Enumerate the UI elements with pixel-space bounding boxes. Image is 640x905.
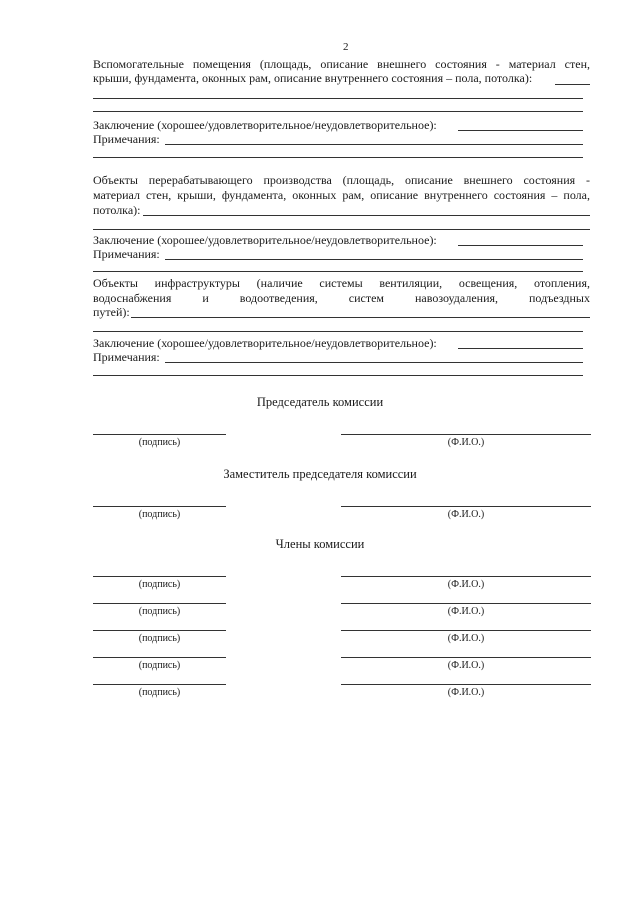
member-name-label: (Ф.И.О.) bbox=[447, 660, 485, 671]
processing-notes-field[interactable] bbox=[165, 259, 583, 260]
processing-description-line1: Объекты перерабатывающего производства (площадь, описание внешнего состояния - bbox=[93, 173, 590, 187]
infrastructure-description-line3: путей): bbox=[93, 305, 130, 319]
member-name-label: (Ф.И.О.) bbox=[447, 606, 485, 617]
processing-conclusion-field[interactable] bbox=[458, 245, 583, 246]
processing-description-fill-1[interactable] bbox=[143, 215, 590, 216]
aux-description-line1: Вспомогательные помещения (площадь, описание внешнего состояния - материал стен, bbox=[93, 57, 590, 71]
member-name-line[interactable] bbox=[341, 603, 591, 604]
aux-conclusion-label: Заключение (хорошее/удовлетворительное/неудовлетворительное): bbox=[93, 118, 437, 132]
member-name-label: (Ф.И.О.) bbox=[447, 579, 485, 590]
aux-description-fill-2[interactable] bbox=[93, 98, 583, 99]
member-name-label: (Ф.И.О.) bbox=[447, 687, 485, 698]
member-signature-line[interactable] bbox=[93, 576, 226, 577]
aux-notes-label: Примечания: bbox=[93, 132, 160, 146]
processing-description-line2: материал стен, крыши, фундамента, оконных рам, описание внутреннего состояния – пола, bbox=[93, 188, 590, 202]
member-name-label: (Ф.И.О.) bbox=[447, 633, 485, 644]
processing-conclusion-label: Заключение (хорошее/удовлетворительное/неудовлетворительное): bbox=[93, 233, 437, 247]
aux-description-fill-1[interactable] bbox=[555, 84, 590, 85]
aux-notes-fill[interactable] bbox=[93, 157, 583, 158]
member-signature-label: (подпись) bbox=[138, 660, 181, 671]
member-signature-line[interactable] bbox=[93, 684, 226, 685]
deputy-name-line[interactable] bbox=[341, 506, 591, 507]
infrastructure-description-fill-1[interactable] bbox=[131, 317, 590, 318]
member-name-line[interactable] bbox=[341, 684, 591, 685]
members-heading: Члены комиссии bbox=[275, 537, 365, 551]
chairman-name-label: (Ф.И.О.) bbox=[447, 437, 485, 448]
chairman-name-line[interactable] bbox=[341, 434, 591, 435]
member-signature-line[interactable] bbox=[93, 630, 226, 631]
chairman-heading: Председатель комиссии bbox=[256, 395, 384, 409]
member-signature-label: (подпись) bbox=[138, 633, 181, 644]
member-name-line[interactable] bbox=[341, 630, 591, 631]
infrastructure-notes-field[interactable] bbox=[165, 362, 583, 363]
member-signature-label: (подпись) bbox=[138, 606, 181, 617]
member-signature-label: (подпись) bbox=[138, 579, 181, 590]
member-signature-line[interactable] bbox=[93, 603, 226, 604]
processing-notes-fill[interactable] bbox=[93, 271, 583, 272]
infrastructure-description-fill-2[interactable] bbox=[93, 331, 583, 332]
chairman-signature-line[interactable] bbox=[93, 434, 226, 435]
processing-notes-label: Примечания: bbox=[93, 247, 160, 261]
infrastructure-description-line1: Объекты инфраструктуры (наличие системы вентиляции, освещения, отопления, bbox=[93, 276, 590, 290]
infrastructure-conclusion-field[interactable] bbox=[458, 348, 583, 349]
processing-description-fill-2[interactable] bbox=[93, 229, 590, 230]
page-number: 2 bbox=[343, 41, 349, 53]
member-signature-line[interactable] bbox=[93, 657, 226, 658]
infrastructure-notes-label: Примечания: bbox=[93, 350, 160, 364]
infrastructure-notes-fill[interactable] bbox=[93, 375, 583, 376]
infrastructure-description-line2: водоснабжения и водоотведения, систем навозоудаления, подъездных bbox=[93, 291, 590, 305]
aux-conclusion-field[interactable] bbox=[458, 130, 583, 131]
infrastructure-conclusion-label: Заключение (хорошее/удовлетворительное/неудовлетворительное): bbox=[93, 336, 437, 350]
member-signature-label: (подпись) bbox=[138, 687, 181, 698]
deputy-heading: Заместитель председателя комиссии bbox=[223, 467, 417, 481]
aux-notes-field[interactable] bbox=[165, 144, 583, 145]
member-name-line[interactable] bbox=[341, 576, 591, 577]
deputy-name-label: (Ф.И.О.) bbox=[447, 509, 485, 520]
deputy-signature-line[interactable] bbox=[93, 506, 226, 507]
aux-description-line2: крыши, фундамента, оконных рам, описание внутреннего состояния – пола, потолка): bbox=[93, 71, 533, 85]
processing-description-line3: потолка): bbox=[93, 203, 141, 217]
member-name-line[interactable] bbox=[341, 657, 591, 658]
chairman-signature-label: (подпись) bbox=[138, 437, 181, 448]
aux-description-fill-3[interactable] bbox=[93, 111, 583, 112]
deputy-signature-label: (подпись) bbox=[138, 509, 181, 520]
